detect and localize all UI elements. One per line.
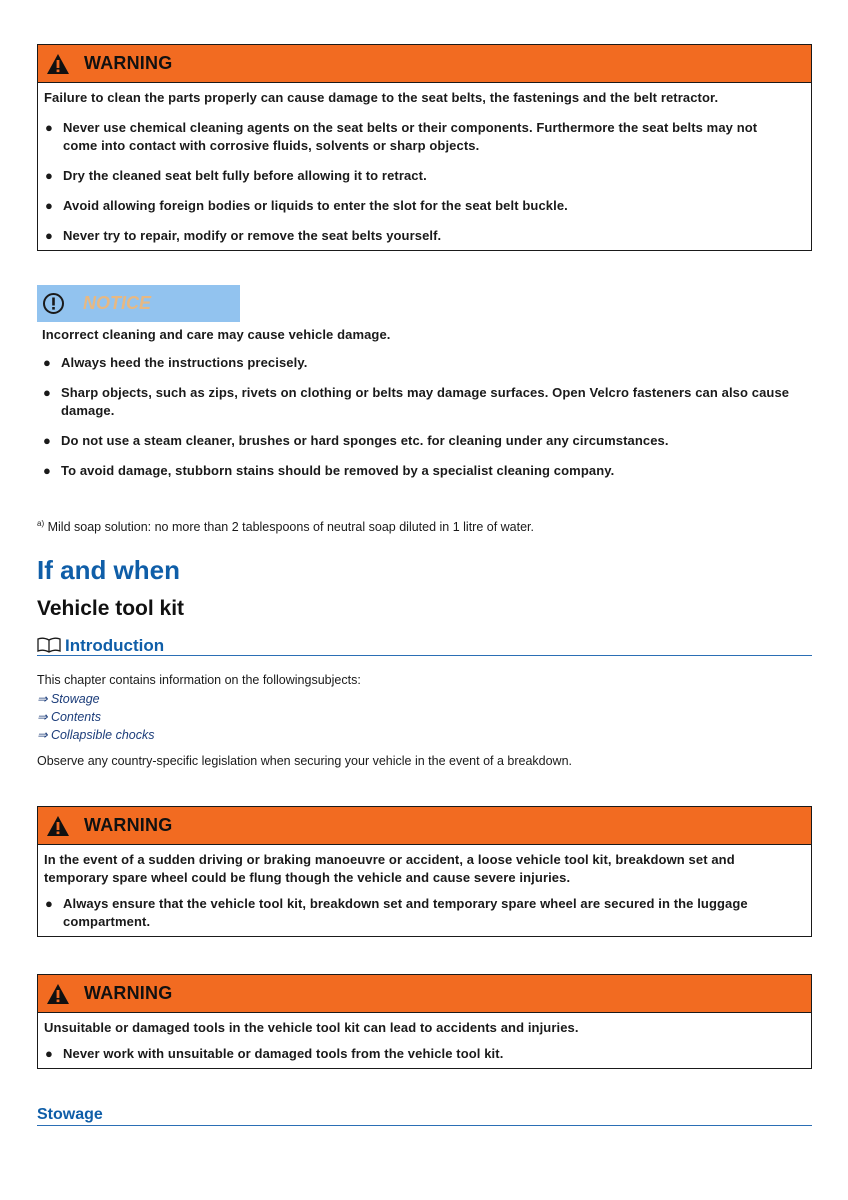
- warning-lead: In the event of a sudden driving or braking manoeuvre or accident, a loose vehicle tool kit, breakdown set and temporary spare wheel could be flung though the vehicle and cause severe injuries.: [44, 852, 735, 885]
- stowage-heading: Stowage: [37, 1106, 103, 1123]
- link-stowage[interactable]: ⇒ Stowage: [37, 692, 100, 706]
- warning-title: WARNING: [84, 983, 173, 1003]
- list-item: ● Dry the cleaned seat belt fully before allowing it to retract.: [45, 168, 427, 183]
- warning-triangle-icon: [46, 983, 70, 1005]
- list-item: ● Avoid allowing foreign bodies or liquids to enter the slot for the seat belt buckle.: [45, 198, 568, 213]
- list-item: ● Always ensure that the vehicle tool kit, breakdown set and temporary spare wheel are secured in the luggage compartment.: [45, 896, 748, 929]
- notice-lead: Incorrect cleaning and care may cause vehicle damage.: [42, 327, 391, 342]
- introduction-heading: [37, 636, 164, 656]
- bullet-icon: ●: [45, 120, 53, 135]
- warning-lead: Failure to clean the parts properly can cause damage to the seat belts, the fastenings and the belt retractor.: [44, 90, 719, 105]
- bullet-icon: ●: [43, 355, 51, 370]
- list-item: ● Always heed the instructions precisely.: [43, 355, 308, 370]
- warning-header: [38, 45, 811, 83]
- chapter-title: Vehicle tool kit: [37, 597, 185, 620]
- bullet-icon: ●: [43, 463, 51, 478]
- notice-header: [37, 285, 240, 322]
- link-collapsible-chocks[interactable]: ⇒ Collapsible chocks: [37, 728, 155, 742]
- warning-header: [38, 807, 811, 845]
- list-item: ● Sharp objects, such as zips, rivets on clothing or belts may damage surfaces. Open Velcro fasteners can also cause damage.: [43, 385, 790, 418]
- warning-triangle-icon: [46, 53, 70, 75]
- heading-divider: [37, 1125, 812, 1126]
- bullet-icon: ●: [43, 433, 51, 448]
- bullet-icon: ●: [45, 228, 53, 243]
- warning-title: WARNING: [84, 815, 173, 835]
- section-title: If and when: [37, 555, 180, 585]
- notice-title: NOTICE: [83, 293, 152, 313]
- intro-text: This chapter contains information on the followingsubjects:: [37, 673, 361, 687]
- list-item: ● Never try to repair, modify or remove the seat belts yourself.: [45, 228, 442, 243]
- warning-triangle-icon: [46, 815, 70, 837]
- list-item: ● Never work with unsuitable or damaged tools from the vehicle tool kit.: [45, 1046, 504, 1061]
- bullet-icon: ●: [45, 1046, 53, 1061]
- bullet-icon: ●: [43, 385, 51, 400]
- bullet-icon: ●: [45, 198, 53, 213]
- warning-box-seat-belts: [37, 44, 812, 251]
- warning-box-damaged-tools: [37, 974, 812, 1069]
- link-contents[interactable]: ⇒ Contents: [37, 710, 101, 724]
- warning-header: [38, 975, 811, 1013]
- footnote-marker: a): [37, 519, 45, 528]
- warning-lead: Unsuitable or damaged tools in the vehicle tool kit can lead to accidents and injuries.: [44, 1020, 579, 1035]
- list-item: ● Never use chemical cleaning agents on the seat belts or their components. Furthermore the seat belts may not come into contact with corrosive fluids, solvents or sharp objects.: [45, 120, 758, 153]
- warning-box-loose-tool-kit: [37, 806, 812, 937]
- notice-body: [42, 326, 802, 492]
- bullet-icon: ●: [45, 168, 53, 183]
- footnote: [37, 519, 534, 534]
- intro-note: Observe any country-specific legislation when securing your vehicle in the event of a breakdown.: [37, 754, 573, 768]
- footnote-text: Mild soap solution: no more than 2 tablespoons of neutral soap diluted in 1 litre of water.: [44, 520, 535, 535]
- bullet-icon: ●: [45, 896, 53, 911]
- introduction-heading-label: Introduction: [65, 636, 165, 655]
- exclamation-circle-icon: [42, 292, 65, 315]
- warning-title: WARNING: [84, 53, 173, 73]
- book-icon: [37, 637, 61, 653]
- list-item: ● Do not use a steam cleaner, brushes or hard sponges etc. for cleaning under any circumstances.: [43, 433, 669, 448]
- heading-divider: [37, 655, 812, 656]
- list-item: ● To avoid damage, stubborn stains should be removed by a specialist cleaning company.: [43, 463, 615, 478]
